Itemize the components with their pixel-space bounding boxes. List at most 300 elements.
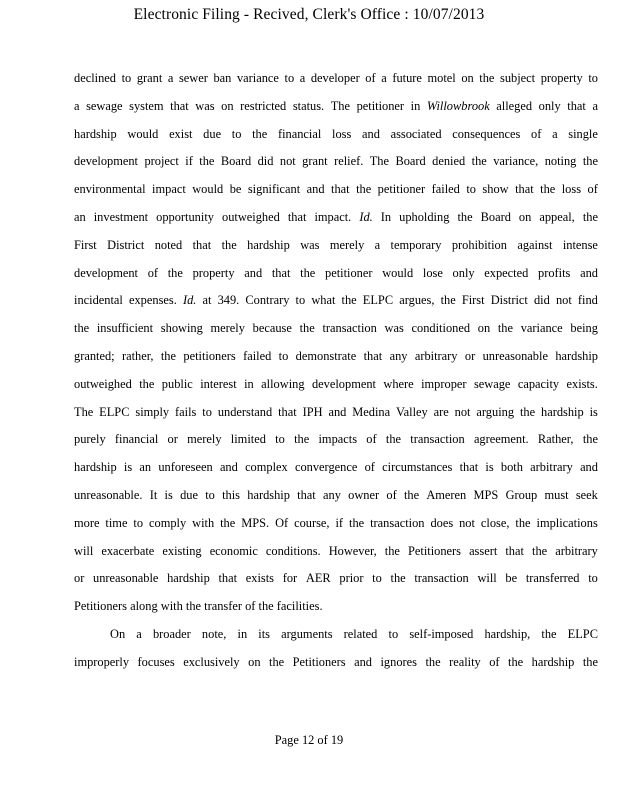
word: circumstances xyxy=(382,460,453,475)
word: arguments xyxy=(281,626,333,641)
word: the xyxy=(582,432,598,447)
word: or xyxy=(74,571,85,586)
text-line xyxy=(74,597,598,625)
word: the xyxy=(582,154,598,169)
word: and xyxy=(219,460,238,475)
word: the xyxy=(497,321,513,336)
word: the xyxy=(349,515,365,530)
word: unforeseen xyxy=(158,460,213,475)
word: is xyxy=(589,404,598,419)
word: to xyxy=(275,432,285,447)
word: to xyxy=(588,71,598,85)
word: intense xyxy=(562,237,598,252)
word: the xyxy=(221,237,237,252)
word: variance, xyxy=(493,154,539,169)
word: financial xyxy=(114,432,159,447)
word: because xyxy=(252,321,292,336)
word: due xyxy=(203,126,222,141)
word: on xyxy=(461,71,474,85)
word: sewage xyxy=(86,98,123,113)
word: an xyxy=(139,460,152,475)
word: hardship xyxy=(167,571,210,586)
word: transaction xyxy=(410,432,465,447)
word: time xyxy=(105,515,128,530)
word: assert xyxy=(469,543,498,558)
word: the xyxy=(356,182,372,197)
word: would xyxy=(192,182,224,197)
word: restricted xyxy=(240,98,287,113)
word: declined xyxy=(74,71,116,85)
word: The xyxy=(74,404,94,419)
word: interest xyxy=(200,376,237,391)
word: both xyxy=(500,460,523,475)
word: was xyxy=(195,98,215,113)
word: or xyxy=(464,348,476,363)
word: financial xyxy=(277,126,322,141)
word: due xyxy=(180,487,198,502)
word: hardship xyxy=(74,126,117,141)
word: show xyxy=(482,182,509,197)
word: to xyxy=(388,626,399,641)
word: the xyxy=(299,321,315,336)
filing-header: Electronic Filing - Recived, Clerk's Office : 10/07/2013 xyxy=(133,6,485,23)
word: hardship xyxy=(531,654,575,669)
word: the xyxy=(519,404,536,419)
word: the xyxy=(540,182,556,197)
word: Ameren xyxy=(426,487,467,502)
word: expenses. xyxy=(128,293,177,308)
word: public xyxy=(161,376,193,391)
word: the xyxy=(582,209,598,224)
text-line xyxy=(74,125,598,153)
word: fails xyxy=(175,404,197,419)
word: failed xyxy=(243,348,272,363)
word: on xyxy=(221,98,234,113)
word: exist xyxy=(169,126,193,141)
word: improper xyxy=(421,376,467,391)
word: not xyxy=(555,293,572,308)
text-line xyxy=(74,347,598,375)
word: of xyxy=(489,654,500,669)
word: of xyxy=(366,432,377,447)
word: the xyxy=(185,599,202,614)
word: lose xyxy=(422,265,443,280)
word: significant xyxy=(247,182,301,197)
word: ELPC xyxy=(567,626,598,641)
word: that xyxy=(278,404,297,419)
word: does xyxy=(430,515,454,530)
word: Id. xyxy=(182,293,197,308)
word: and xyxy=(580,460,598,475)
word: a xyxy=(299,71,306,85)
word: that xyxy=(218,571,238,586)
text-line xyxy=(74,236,598,264)
word: The xyxy=(369,154,389,169)
word: It xyxy=(149,487,158,502)
word: single xyxy=(568,126,598,141)
word: understand xyxy=(217,404,273,419)
word: motel xyxy=(427,71,456,85)
word: ELPC xyxy=(362,293,394,308)
word: grant xyxy=(302,154,328,169)
word: with xyxy=(160,599,183,614)
text-line xyxy=(74,264,598,292)
word: merely xyxy=(329,237,365,252)
word: in xyxy=(237,626,248,641)
word: at xyxy=(202,293,212,308)
word: to xyxy=(295,293,306,308)
word: hardship, xyxy=(484,626,531,641)
word: On xyxy=(110,626,126,641)
word: ban xyxy=(213,71,232,85)
word: the xyxy=(252,126,268,141)
text-line xyxy=(74,208,598,236)
word: that xyxy=(567,98,586,113)
word: hardship xyxy=(74,460,117,475)
text-line xyxy=(74,97,598,125)
word: the xyxy=(532,543,548,558)
word: unreasonable xyxy=(93,571,159,586)
word: simply xyxy=(135,404,170,419)
word: insufficient xyxy=(96,321,154,336)
text-line xyxy=(74,458,598,486)
word: arbitrary xyxy=(530,460,573,475)
word: transaction xyxy=(322,321,377,336)
word: the xyxy=(139,376,155,391)
word: that xyxy=(505,543,524,558)
word: be xyxy=(229,182,242,197)
word: However, xyxy=(328,543,377,558)
word: a xyxy=(136,626,142,641)
word: the xyxy=(160,348,176,363)
word: existing xyxy=(162,543,202,558)
word: and xyxy=(328,404,347,419)
word: economic xyxy=(209,543,258,558)
word: MPS xyxy=(473,487,499,502)
text-line xyxy=(74,375,598,403)
word: owner xyxy=(348,487,380,502)
word: not xyxy=(454,404,471,419)
word: unreasonable xyxy=(482,348,548,363)
word: ignores xyxy=(380,654,417,669)
word: ELPC xyxy=(99,404,130,419)
word: implications xyxy=(536,515,598,530)
word: noted xyxy=(154,237,183,252)
word: noting xyxy=(544,154,577,169)
text-line xyxy=(74,653,598,681)
word: and xyxy=(362,126,380,141)
word: upholding xyxy=(399,209,450,224)
word: the xyxy=(479,71,495,85)
word: to xyxy=(205,487,215,502)
word: not xyxy=(459,515,475,530)
word: exists xyxy=(245,571,275,586)
word: outweighed xyxy=(222,209,280,224)
word: rather, xyxy=(121,348,154,363)
word: property xyxy=(192,265,235,280)
word: the xyxy=(471,154,487,169)
word: Medina xyxy=(352,404,391,419)
word: focuses xyxy=(137,654,175,669)
word: only xyxy=(538,98,561,113)
word: of xyxy=(365,71,376,85)
word: the xyxy=(300,265,316,280)
word: The xyxy=(330,98,350,113)
word: and xyxy=(580,265,598,280)
word: petitioner xyxy=(377,182,426,197)
text-line xyxy=(74,319,598,347)
word: only xyxy=(452,265,475,280)
word: to xyxy=(284,71,295,85)
page-number: 12 xyxy=(301,733,315,747)
word: prohibition xyxy=(451,237,507,252)
word: incidental xyxy=(74,293,123,308)
word: showing xyxy=(160,321,203,336)
word: broader xyxy=(152,626,191,641)
word: unreasonable. xyxy=(74,487,143,502)
word: In xyxy=(380,209,392,224)
word: the xyxy=(440,293,456,308)
word: capacity xyxy=(517,376,560,391)
word: District xyxy=(490,293,528,308)
word: profits xyxy=(538,265,571,280)
word: that xyxy=(170,98,189,113)
word: facilities. xyxy=(276,599,323,614)
page-footer xyxy=(0,733,618,748)
word: that xyxy=(271,265,291,280)
word: to xyxy=(588,571,598,586)
word: failed xyxy=(431,182,460,197)
word: if xyxy=(335,515,344,530)
word: Board xyxy=(220,154,252,169)
word: grant xyxy=(136,71,163,85)
word: a xyxy=(381,71,387,85)
word: First xyxy=(461,293,485,308)
word: the xyxy=(541,626,557,641)
word: sewage xyxy=(473,376,511,391)
word: complex xyxy=(245,460,288,475)
word: MPS. xyxy=(241,515,270,530)
word: transaction xyxy=(414,571,469,586)
word: development xyxy=(74,265,138,280)
word: improperly xyxy=(74,654,130,669)
word: denied xyxy=(432,154,466,169)
word: transfer xyxy=(204,599,242,614)
word: merely xyxy=(210,321,245,336)
word: petitioner xyxy=(325,265,373,280)
word: environmental xyxy=(74,182,146,197)
word: that xyxy=(363,348,383,363)
word: transferred xyxy=(525,571,580,586)
word: property xyxy=(540,71,583,85)
word: would xyxy=(382,265,414,280)
word: this xyxy=(222,487,240,502)
word: to xyxy=(372,571,382,586)
word: loss xyxy=(332,126,352,141)
word: expected xyxy=(484,265,529,280)
word: purely xyxy=(74,432,106,447)
word: the xyxy=(425,654,441,669)
word: to xyxy=(278,348,289,363)
word: agreement. xyxy=(473,432,529,447)
word: Rather, xyxy=(537,432,574,447)
text-line xyxy=(74,430,598,458)
word: a xyxy=(592,98,598,113)
word: petitioners xyxy=(183,348,236,363)
word: AER xyxy=(305,571,331,586)
word: the xyxy=(385,432,402,447)
word: associated xyxy=(390,126,442,141)
word: of xyxy=(587,182,598,197)
word: the xyxy=(390,571,406,586)
text-line xyxy=(74,69,598,97)
word: or xyxy=(167,432,178,447)
word: of xyxy=(245,599,256,614)
word: that xyxy=(515,182,534,197)
word: Petitioners xyxy=(74,599,127,614)
word: to xyxy=(466,182,476,197)
word: and xyxy=(354,654,372,669)
word: any xyxy=(323,487,341,502)
word: are xyxy=(433,404,449,419)
word: if xyxy=(185,154,193,169)
word: development xyxy=(311,376,376,391)
word: in xyxy=(410,98,421,113)
text-line xyxy=(74,152,598,180)
word: impact xyxy=(152,182,186,197)
word: a xyxy=(167,71,174,85)
text-line xyxy=(74,403,598,431)
word: hardship xyxy=(247,237,290,252)
word: developer xyxy=(310,71,360,85)
word: Petitioners xyxy=(408,543,461,558)
word: being xyxy=(570,321,598,336)
word: Willowbrook xyxy=(426,98,490,113)
word: impacts xyxy=(318,432,358,447)
word: any xyxy=(389,348,408,363)
text-line xyxy=(74,180,598,208)
word: convergence xyxy=(294,460,358,475)
word: the xyxy=(220,515,236,530)
word: against xyxy=(517,237,553,252)
word: on xyxy=(248,654,261,669)
word: on xyxy=(518,209,532,224)
word: arbitrary xyxy=(555,543,598,558)
word: sewer xyxy=(178,71,208,85)
word: close, xyxy=(480,515,510,530)
word: IPH xyxy=(302,404,323,419)
word: limited xyxy=(230,432,266,447)
word: the xyxy=(167,265,183,280)
word: impact. xyxy=(314,209,352,224)
word: reality xyxy=(449,654,481,669)
page-total: 19 xyxy=(330,733,344,747)
word: argues, xyxy=(399,293,435,308)
word: the xyxy=(74,321,90,336)
word: and xyxy=(244,265,263,280)
word: merely xyxy=(187,432,222,447)
word: that xyxy=(297,487,316,502)
word: of xyxy=(386,487,397,502)
word: loss xyxy=(561,182,582,197)
word: that xyxy=(459,460,479,475)
word: investment xyxy=(93,209,149,224)
word: the xyxy=(384,543,400,558)
text-line xyxy=(74,542,598,570)
word: the xyxy=(508,654,524,669)
word: will xyxy=(74,543,94,558)
word: find xyxy=(577,293,598,308)
word: must xyxy=(544,487,569,502)
word: course, xyxy=(294,515,330,530)
text-line xyxy=(74,514,598,542)
word: would xyxy=(127,126,159,141)
word: project xyxy=(144,154,179,169)
word: the xyxy=(269,654,285,669)
word: appeal, xyxy=(539,209,575,224)
word: did xyxy=(533,293,550,308)
word: demonstrate xyxy=(295,348,357,363)
word: hardship xyxy=(555,348,598,363)
word: did xyxy=(257,154,274,169)
word: First xyxy=(74,237,97,252)
word: the xyxy=(403,487,420,502)
word: comply xyxy=(149,515,187,530)
word: is xyxy=(485,460,494,475)
word: the xyxy=(457,209,473,224)
word: for xyxy=(282,571,298,586)
word: and xyxy=(306,182,325,197)
word: allowing xyxy=(261,376,305,391)
page-prefix: Page xyxy=(274,733,302,747)
word: was xyxy=(300,237,320,252)
word: the xyxy=(258,599,274,614)
word: status. xyxy=(292,98,325,113)
word: Group xyxy=(505,487,538,502)
word: hardship xyxy=(541,404,584,419)
word: of xyxy=(364,460,375,475)
word: conditioned xyxy=(411,321,471,336)
word: Contrary xyxy=(245,293,290,308)
word: the xyxy=(294,432,310,447)
word: Board xyxy=(480,209,511,224)
word: be xyxy=(505,571,518,586)
word: to xyxy=(133,515,144,530)
word: the xyxy=(199,154,215,169)
word: an xyxy=(74,209,86,224)
word: in xyxy=(244,376,254,391)
text-line xyxy=(74,625,598,653)
word: hardship xyxy=(247,487,290,502)
word: opportunity xyxy=(156,209,214,224)
word: exists. xyxy=(566,376,598,391)
word: subject xyxy=(500,71,536,85)
word: of xyxy=(147,265,159,280)
word: petitioner xyxy=(356,98,405,113)
word: to xyxy=(121,71,132,85)
word: is xyxy=(164,487,173,502)
word: exclusively xyxy=(183,654,240,669)
text-line xyxy=(74,291,598,319)
word: arguing xyxy=(476,404,515,419)
word: was xyxy=(384,321,404,336)
word: self-imposed xyxy=(409,626,474,641)
word: is xyxy=(123,460,133,475)
page-middle: of xyxy=(314,733,331,747)
word: Board xyxy=(395,154,426,169)
word: exacerbate xyxy=(101,543,155,558)
word: prior xyxy=(339,571,364,586)
